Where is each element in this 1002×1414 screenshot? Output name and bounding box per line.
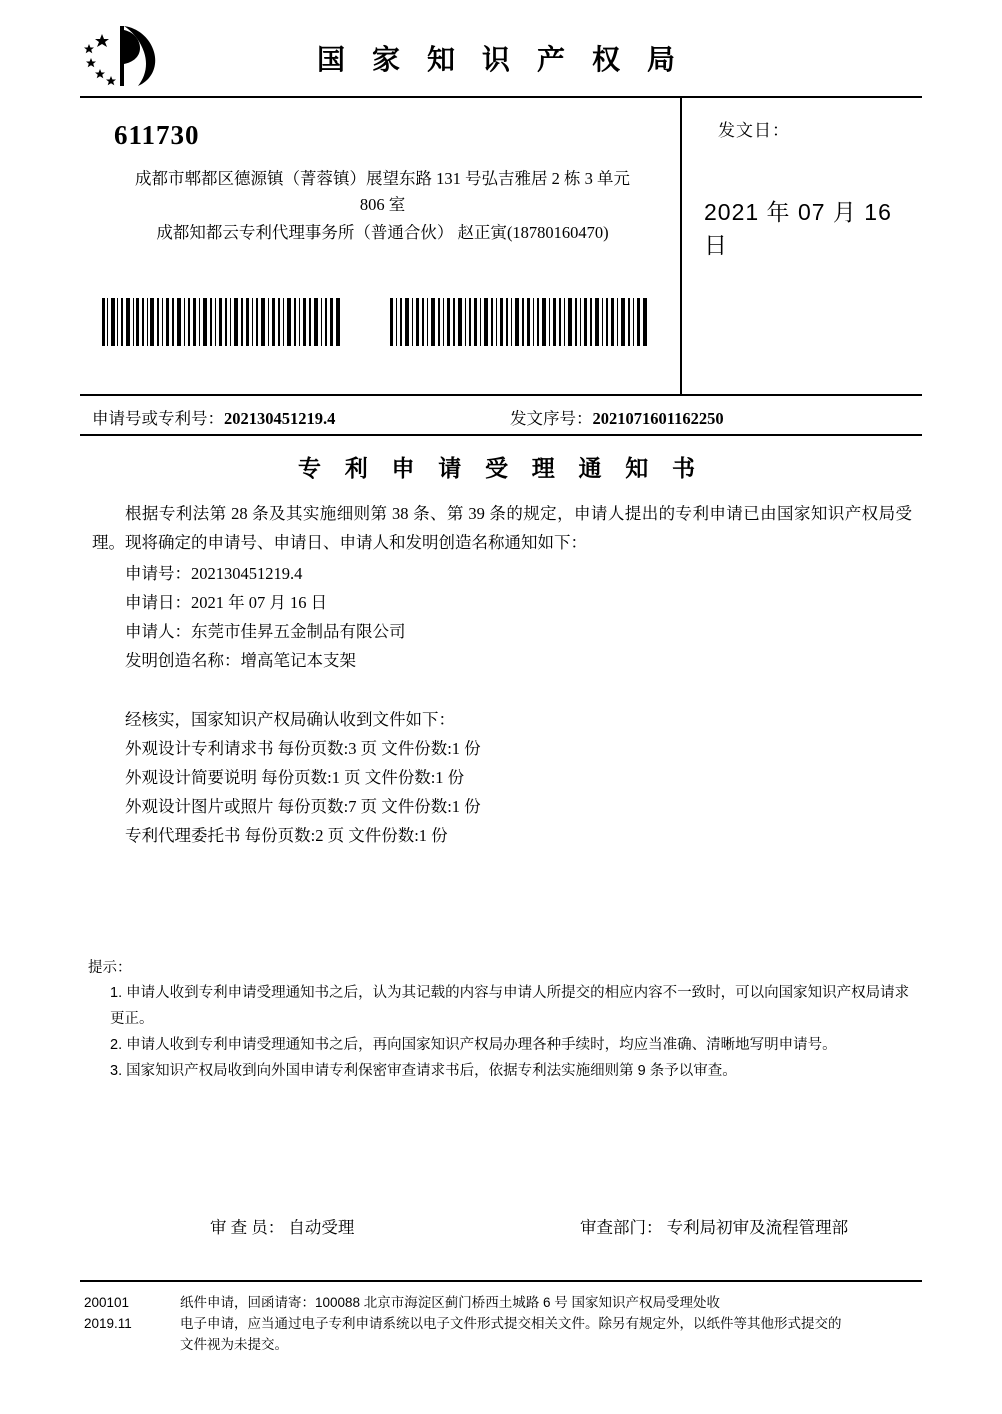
department-value: 专利局初审及流程管理部 xyxy=(666,1218,849,1237)
footer-version: 2019.11 xyxy=(84,1316,132,1331)
department-label: 审查部门： xyxy=(580,1218,663,1237)
field-application-number: 申请号：202130451219.4 xyxy=(125,564,303,583)
dispatch-number-label: 发文序号： xyxy=(510,409,593,428)
document-paragraph: 根据专利法第 28 条及其实施细则第 38 条、第 39 条的规定，申请人提出的专利申请已由国家知识产权局受理。现将确定的申请号、申请日、申请人和发明创造名称通知如下： xyxy=(92,504,912,552)
department-block xyxy=(580,1214,848,1238)
addressee-agent: 成都知都云专利代理事务所（普通合伙） 赵正寅(18780160470) xyxy=(156,223,609,242)
addressee-address-line1b: 806 室 xyxy=(359,195,406,214)
footer-text xyxy=(180,1292,910,1355)
footer-line-2: 电子申请，应当通过电子专利申请系统以电子文件形式提交相关文件。除另有规定外，以纸件等其他形式提交的 xyxy=(180,1316,842,1331)
file-item: 外观设计专利请求书 每份页数:3 页 文件份数:1 份 xyxy=(125,739,481,758)
notes-title: 提示： xyxy=(88,960,132,976)
file-item: 外观设计图片或照片 每份页数:7 页 文件份数:1 份 xyxy=(125,797,481,816)
postcode: 611730 xyxy=(114,120,200,150)
note-item: 1. 申请人收到专利申请受理通知书之后，认为其记载的内容与申请人所提交的相应内容不一致时，可以向国家知识产权局请求更正。 xyxy=(110,985,910,1027)
dispatch-number xyxy=(510,405,724,429)
application-number xyxy=(92,405,335,429)
document-header xyxy=(80,18,922,98)
field-application-date: 申请日：2021 年 07 月 16 日 xyxy=(125,593,328,612)
examiner-block xyxy=(210,1214,354,1238)
agency-title: 国 家 知 识 产 权 局 xyxy=(316,45,685,76)
address-area xyxy=(80,98,922,396)
notes-section xyxy=(88,956,918,1084)
dispatch-date-value: 2021 年 07 月 16 日 xyxy=(704,199,892,258)
note-item: 3. 国家知识产权局收到向外国申请专利保密审查请求书后，依据专利法实施细则第 9 条予以审查。 xyxy=(110,1063,737,1079)
dispatch-date-label: 发文日： xyxy=(718,121,790,140)
addressee-address-line1: 成都市郫都区德源镇（菁蓉镇）展望东路 131 号弘吉雅居 2 栋 3 单元 xyxy=(135,169,630,188)
document-title: 专 利 申 请 受 理 通 知 书 xyxy=(298,456,704,481)
footer-line-3: 文件视为未提交。 xyxy=(180,1337,288,1352)
file-item: 外观设计简要说明 每份页数:1 页 文件份数:1 份 xyxy=(125,768,465,787)
document-footer xyxy=(80,1280,922,1352)
files-list xyxy=(80,734,922,850)
file-item: 专利代理委托书 每份页数:2 页 文件份数:1 份 xyxy=(125,826,448,845)
application-fields xyxy=(80,559,922,675)
application-number-label: 申请号或专利号： xyxy=(92,409,224,428)
barcode-row xyxy=(102,298,662,346)
files-heading: 经核实，国家知识产权局确认收到文件如下： xyxy=(125,710,455,729)
addressee-block xyxy=(80,98,680,394)
barcode-dispatch-number-icon xyxy=(390,298,648,346)
numbers-row xyxy=(80,396,922,436)
field-invention-title: 发明创造名称：增高笔记本支架 xyxy=(125,651,356,670)
addressee-address xyxy=(100,166,665,218)
dispatch-date-block xyxy=(680,98,922,394)
examiner-label: 审 查 员： xyxy=(210,1218,285,1237)
footer-code: 200101 xyxy=(84,1295,130,1310)
examiner-value: 自动受理 xyxy=(288,1218,355,1237)
field-applicant: 申请人：东莞市佳昇五金制品有限公司 xyxy=(125,622,406,641)
barcode-application-number-icon xyxy=(102,298,340,346)
application-number-value: 202130451219.4 xyxy=(224,409,336,428)
footer-line-1: 纸件申请，回函请寄：100088 北京市海淀区蓟门桥西土城路 6 号 国家知识产权局受理处收 xyxy=(180,1295,721,1310)
note-item: 2. 申请人收到专利申请受理通知书之后，再向国家知识产权局办理各种手续时，均应当准确、清晰地写明申请号。 xyxy=(110,1037,837,1053)
dispatch-number-value: 2021071601162250 xyxy=(592,409,724,428)
footer-codes xyxy=(84,1292,174,1334)
document-sheet xyxy=(80,18,922,1358)
